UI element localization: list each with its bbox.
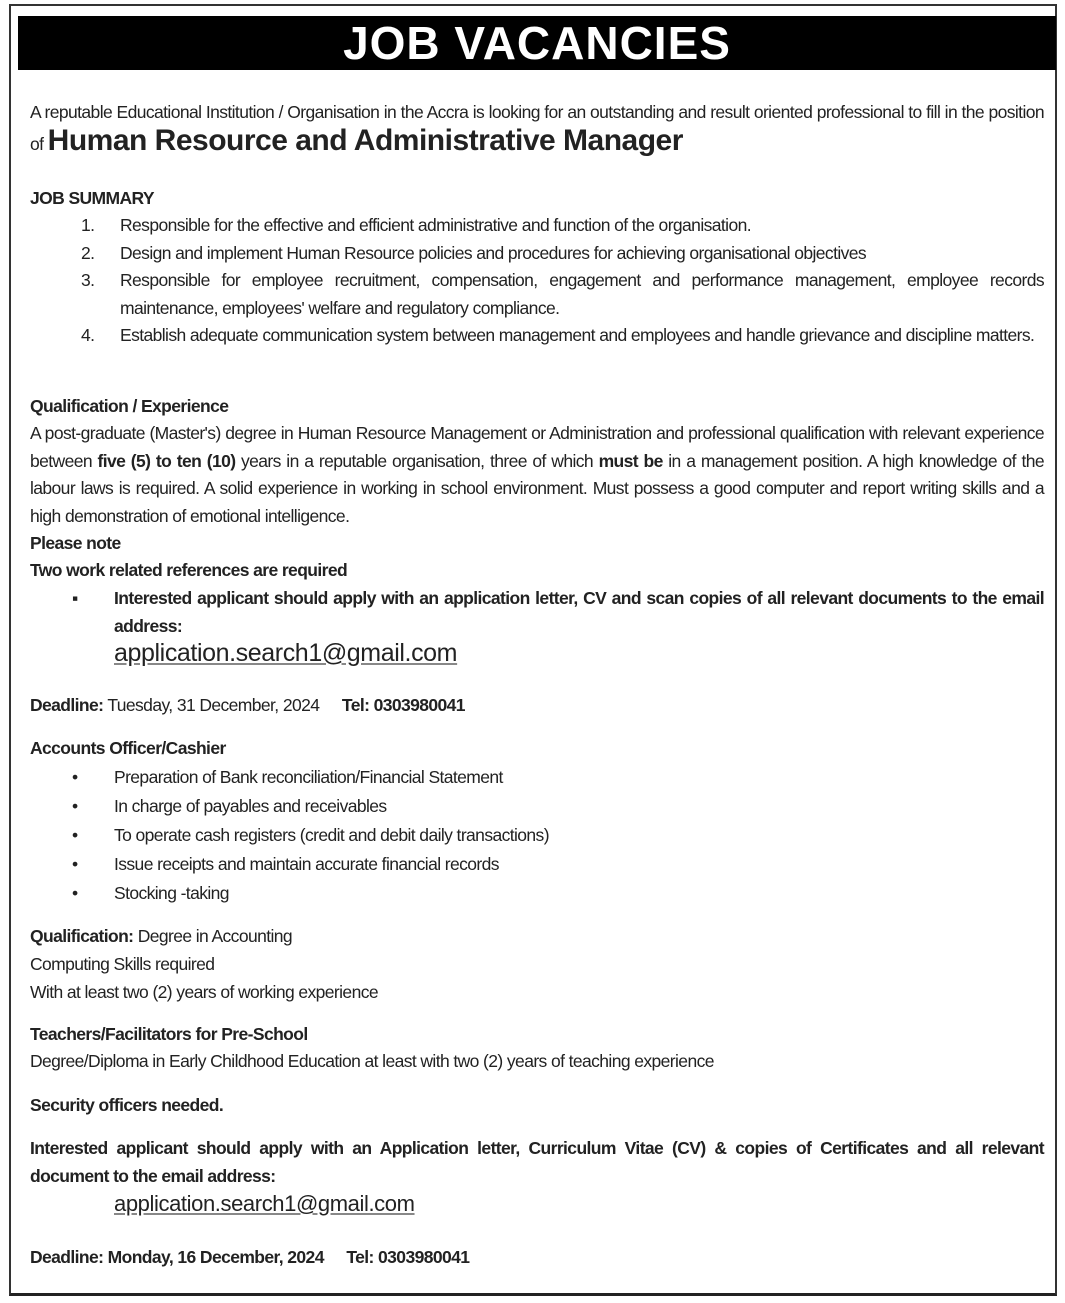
closing-deadline-line bbox=[30, 1244, 1044, 1272]
summary-item: 1. Responsible for the effective and efficient administrative and function of the organisation. bbox=[81, 215, 751, 235]
email-link[interactable]: application.search1@gmail.com bbox=[114, 639, 458, 667]
tel-label: Tel: bbox=[341, 695, 370, 715]
tel-value: 0303980041 bbox=[378, 1247, 470, 1267]
tel-label: Tel: bbox=[346, 1247, 374, 1267]
job-summary-heading: JOB SUMMARY bbox=[30, 188, 155, 208]
accounts-skills: Computing Skills required bbox=[30, 954, 215, 974]
qualification-heading: Qualification / Experience bbox=[30, 396, 229, 416]
list-item: • Stocking -taking bbox=[72, 883, 229, 903]
deadline-label: Deadline: bbox=[30, 1247, 104, 1267]
list-item: • Preparation of Bank reconciliation/Financial Statement bbox=[72, 767, 503, 787]
list-item: • In charge of payables and receivables bbox=[72, 796, 387, 816]
qualification-paragraph: A post-graduate (Master's) degree in Human Resource Management or Administration and professional qualification with relevant experience between five (5) to ten (10) years in a reputable organisation, three of which must be in a management position. A high knowledge of the labour laws is required. A solid experience in working in school environment. Must possess a good computer and report writing skills and a high demonstration of emotional intelligence. bbox=[30, 423, 1044, 526]
experience-years: five (5) to ten (10) bbox=[97, 450, 236, 471]
summary-item: 2. Design and implement Human Resource policies and procedures for achieving organisational objectives bbox=[81, 243, 867, 263]
tel-value: 0303980041 bbox=[373, 695, 465, 715]
intro-text: A reputable Educational Institution / Organisation in the Accra is looking for an outstanding and result oriented professional to fill in the position of bbox=[30, 102, 1044, 154]
position-title: Human Resource and Administrative Manager bbox=[47, 123, 683, 157]
teachers-requirement: Degree/Diploma in Early Childhood Education at least with two (2) years of teaching experience bbox=[30, 1051, 714, 1071]
list-item: • To operate cash registers (credit and debit daily transactions) bbox=[72, 825, 549, 845]
accounts-experience: With at least two (2) years of working experience bbox=[30, 982, 378, 1002]
accounts-qualification: Qualification: Degree in Accounting bbox=[30, 926, 293, 946]
deadline-line bbox=[30, 692, 1044, 720]
accounts-heading: Accounts Officer/Cashier bbox=[30, 738, 226, 758]
security-heading: Security officers needed. bbox=[30, 1095, 224, 1115]
deadline-value: Tuesday, 31 December, 2024 bbox=[107, 695, 320, 715]
teachers-heading: Teachers/Facilitators for Pre-School bbox=[30, 1024, 308, 1044]
intro-paragraph bbox=[30, 99, 1044, 158]
references-note: Two work related references are required bbox=[30, 560, 348, 580]
page-title: JOB VACANCIES bbox=[18, 16, 1056, 70]
deadline-value: Monday, 16 December, 2024 bbox=[107, 1247, 324, 1267]
emphasis-must-be: must be bbox=[598, 450, 663, 471]
bullet-icon: ▪ bbox=[72, 588, 78, 608]
please-note-heading: Please note bbox=[30, 533, 121, 553]
summary-item: 4. Establish adequate communication system between management and employees and handle grievance and discipline matters. bbox=[81, 325, 1035, 345]
apply-instructions: ▪ Interested applicant should apply with an application letter, CV and scan copies of all relevant documents to the email address: bbox=[30, 585, 1044, 640]
closing-email-link[interactable]: application.search1@gmail.com bbox=[114, 1191, 415, 1216]
closing-apply-text: Interested applicant should apply with an Application letter, Curriculum Vitae (CV) & copies of Certificates and all relevant document to the email address: bbox=[30, 1138, 1044, 1186]
list-item: • Issue receipts and maintain accurate financial records bbox=[72, 854, 499, 874]
summary-item: 3. Responsible for employee recruitment, compensation, engagement and performance management, employee records maintenance, employees' welfare and regulatory compliance. bbox=[81, 270, 1044, 318]
deadline-label: Deadline: bbox=[30, 695, 104, 715]
